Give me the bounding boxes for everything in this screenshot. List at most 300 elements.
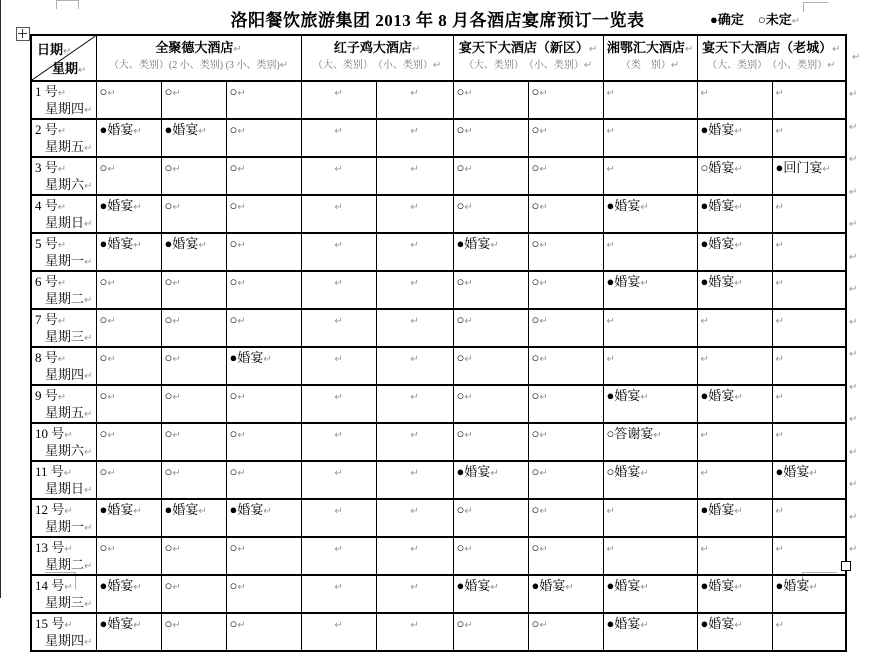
booking-cell[interactable] [376, 81, 453, 119]
booking-cell[interactable] [528, 423, 603, 461]
booking-cell[interactable] [772, 195, 846, 233]
paragraph-mark-icon: ↵ [464, 164, 473, 175]
paragraph-mark-icon: ↵ [539, 468, 548, 479]
booking-cell[interactable] [697, 81, 772, 119]
booking-status: ●婚宴 [456, 236, 491, 251]
paragraph-mark-icon: ↵ [464, 544, 473, 555]
booking-cell[interactable] [376, 119, 453, 157]
table-row [31, 233, 846, 271]
booking-cell[interactable] [453, 347, 528, 385]
booking-cell[interactable] [528, 195, 603, 233]
paragraph-mark-icon: ↵ [57, 202, 67, 213]
booking-cell[interactable] [161, 119, 226, 157]
booking-cell[interactable] [161, 195, 226, 233]
booking-cell[interactable] [301, 423, 376, 461]
booking-cell[interactable] [161, 613, 226, 651]
hotel-name: 全聚德大酒店↵ [155, 40, 242, 55]
paragraph-mark-icon: ↵ [198, 506, 207, 517]
booking-cell[interactable] [96, 309, 161, 347]
paragraph-mark-icon: ↵ [133, 240, 142, 251]
booking-cell[interactable] [528, 119, 603, 157]
hotel-header[interactable] [96, 35, 301, 81]
date-cell[interactable] [31, 81, 96, 119]
paragraph-mark-icon: ↵ [334, 544, 343, 555]
date-cell[interactable] [31, 537, 96, 575]
booking-cell[interactable] [603, 157, 697, 195]
booking-cell[interactable] [697, 119, 772, 157]
booking-status: ●婚宴 [164, 236, 199, 251]
booking-cell[interactable] [697, 309, 772, 347]
booking-cell[interactable] [96, 233, 161, 271]
date-cell[interactable] [31, 157, 96, 195]
booking-status: ○ [229, 84, 238, 99]
booking-cell[interactable] [697, 271, 772, 309]
booking-status: ●回门宴 [775, 160, 823, 175]
date-cell[interactable] [31, 499, 96, 537]
booking-cell[interactable] [772, 423, 846, 461]
booking-status: ○ [229, 426, 238, 441]
booking-cell[interactable] [453, 423, 528, 461]
booking-cell[interactable] [376, 537, 453, 575]
paragraph-mark-icon: ↵ [539, 544, 548, 555]
booking-cell[interactable] [453, 271, 528, 309]
booking-cell[interactable] [603, 537, 697, 575]
booking-cell[interactable] [453, 461, 528, 499]
end-of-row-mark-icon: ↵ [849, 284, 858, 295]
paragraph-mark-icon: ↵ [63, 46, 72, 57]
paragraph-mark-icon: ↵ [64, 506, 73, 517]
booking-cell[interactable] [528, 309, 603, 347]
paragraph-mark-icon: ↵ [775, 126, 784, 137]
booking-cell[interactable] [161, 233, 226, 271]
paragraph-mark-icon: ↵ [410, 126, 419, 137]
booking-status: ○ [456, 122, 465, 137]
booking-cell[interactable] [772, 613, 846, 651]
date-cell[interactable] [31, 385, 96, 423]
date-label: 3 号↵ [35, 160, 67, 175]
paragraph-mark-icon: ↵ [775, 240, 784, 251]
end-of-row-mark-icon: ↵ [849, 251, 858, 263]
table-row [31, 157, 846, 195]
booking-cell[interactable] [528, 575, 603, 613]
date-cell[interactable] [31, 119, 96, 157]
booking-cell[interactable] [301, 499, 376, 537]
booking-cell[interactable] [226, 309, 301, 347]
booking-cell[interactable] [603, 119, 697, 157]
booking-status: ○婚宴 [700, 160, 735, 175]
booking-cell[interactable] [453, 613, 528, 651]
booking-cell[interactable] [453, 309, 528, 347]
paragraph-mark-icon: ↵ [775, 506, 784, 517]
booking-status: ●婚宴 [531, 578, 566, 593]
booking-cell[interactable] [528, 537, 603, 575]
booking-status: ○ [456, 426, 465, 441]
booking-cell[interactable] [96, 423, 161, 461]
booking-cell[interactable] [603, 309, 697, 347]
booking-cell[interactable] [772, 157, 846, 195]
booking-cell[interactable] [161, 423, 226, 461]
paragraph-mark-icon: ↵ [172, 88, 181, 99]
paragraph-mark-icon: ↵ [334, 240, 343, 251]
paragraph-mark-icon: ↵ [107, 164, 116, 175]
paragraph-mark-icon: ↵ [684, 44, 694, 55]
booking-cell[interactable] [603, 423, 697, 461]
paragraph-mark-icon: ↵ [809, 468, 818, 479]
booking-cell[interactable] [301, 119, 376, 157]
booking-cell[interactable] [301, 309, 376, 347]
booking-status: ●婚宴 [606, 578, 641, 593]
booking-cell[interactable] [226, 575, 301, 613]
booking-cell[interactable] [697, 575, 772, 613]
date-cell[interactable] [31, 461, 96, 499]
booking-cell[interactable] [226, 195, 301, 233]
booking-cell[interactable] [453, 499, 528, 537]
booking-cell[interactable] [226, 461, 301, 499]
booking-status: ○ [229, 464, 238, 479]
booking-cell[interactable] [161, 537, 226, 575]
paragraph-mark-icon: ↵ [172, 620, 181, 631]
booking-cell[interactable] [161, 347, 226, 385]
date-cell[interactable] [31, 309, 96, 347]
booking-cell[interactable] [301, 81, 376, 119]
booking-status: ●婚宴 [456, 578, 491, 593]
booking-cell[interactable] [376, 195, 453, 233]
paragraph-mark-icon: ↵ [334, 316, 343, 327]
booking-cell[interactable] [226, 385, 301, 423]
booking-cell[interactable] [96, 385, 161, 423]
paragraph-mark-icon: ↵ [700, 88, 709, 99]
date-cell[interactable] [31, 347, 96, 385]
booking-cell[interactable] [453, 119, 528, 157]
date-label: 2 号↵ [35, 122, 67, 137]
paragraph-mark-icon: ↵ [64, 430, 73, 441]
booking-cell[interactable] [226, 157, 301, 195]
end-of-row-mark-icon: ↵ [849, 414, 858, 425]
date-cell[interactable] [31, 271, 96, 309]
booking-cell[interactable] [226, 271, 301, 309]
booking-status: ○ [456, 274, 465, 289]
booking-cell[interactable] [603, 195, 697, 233]
paragraph-mark-icon: ↵ [84, 485, 93, 496]
booking-cell[interactable] [301, 195, 376, 233]
hotel-header[interactable] [301, 35, 453, 81]
paragraph-mark-icon: ↵ [588, 44, 598, 55]
booking-cell[interactable] [96, 81, 161, 119]
booking-cell[interactable] [697, 157, 772, 195]
booking-status: ○答谢宴 [606, 426, 654, 441]
hotel-subcolumns-label: （大、类别） （小、类别）↵ [463, 60, 593, 71]
booking-cell[interactable] [772, 385, 846, 423]
paragraph-mark-icon: ↵ [237, 278, 246, 289]
pending-label: 未定 [765, 12, 792, 27]
table-row [31, 271, 846, 309]
booking-cell[interactable] [96, 195, 161, 233]
booking-cell[interactable] [697, 423, 772, 461]
booking-cell[interactable] [96, 119, 161, 157]
booking-cell[interactable] [376, 575, 453, 613]
booking-cell[interactable] [603, 613, 697, 651]
date-cell[interactable] [31, 613, 96, 651]
booking-cell[interactable] [301, 575, 376, 613]
booking-status: ●婚宴 [99, 616, 134, 631]
paragraph-mark-icon: ↵ [700, 354, 709, 365]
paragraph-mark-icon: ↵ [410, 468, 419, 479]
paragraph-mark-icon: ↵ [640, 620, 649, 631]
paragraph-mark-icon: ↵ [775, 354, 784, 365]
paragraph-mark-icon: ↵ [172, 430, 181, 441]
booking-cell[interactable] [603, 271, 697, 309]
paragraph-mark-icon: ↵ [84, 181, 93, 192]
booking-cell[interactable] [161, 271, 226, 309]
paragraph-mark-icon: ↵ [775, 278, 784, 289]
weekday-label: 星期五↵ [45, 405, 93, 420]
booking-cell[interactable] [528, 347, 603, 385]
paragraph-mark-icon: ↵ [640, 392, 649, 403]
table-row [31, 575, 846, 613]
paragraph-mark-icon: ↵ [237, 582, 246, 593]
booking-cell[interactable] [161, 575, 226, 613]
booking-cell[interactable] [772, 81, 846, 119]
booking-cell[interactable] [453, 157, 528, 195]
booking-cell[interactable] [453, 575, 528, 613]
booking-cell[interactable] [697, 537, 772, 575]
booking-status: ●婚宴 [606, 274, 641, 289]
paragraph-mark-icon: ↵ [107, 468, 116, 479]
booking-cell[interactable] [96, 271, 161, 309]
booking-cell[interactable] [453, 385, 528, 423]
paragraph-mark-icon: ↵ [172, 278, 181, 289]
end-of-row-mark-icon: ↵ [849, 316, 858, 328]
paragraph-mark-icon: ↵ [84, 523, 93, 534]
booking-cell[interactable] [772, 461, 846, 499]
booking-cell[interactable] [376, 157, 453, 195]
booking-status: ○ [164, 540, 173, 555]
booking-cell[interactable] [96, 499, 161, 537]
booking-cell[interactable] [376, 423, 453, 461]
paragraph-mark-icon: ↵ [734, 240, 743, 251]
date-cell[interactable] [31, 233, 96, 271]
paragraph-mark-icon: ↵ [606, 126, 615, 137]
paragraph-mark-icon: ↵ [490, 468, 499, 479]
paragraph-mark-icon: ↵ [57, 164, 67, 175]
booking-cell[interactable] [528, 613, 603, 651]
paragraph-mark-icon: ↵ [700, 544, 709, 555]
booking-cell[interactable] [603, 347, 697, 385]
booking-cell[interactable] [226, 423, 301, 461]
weekday-label: 星期日↵ [45, 481, 93, 496]
booking-cell[interactable] [453, 195, 528, 233]
booking-cell[interactable] [603, 81, 697, 119]
booking-cell[interactable] [301, 157, 376, 195]
booking-cell[interactable] [226, 499, 301, 537]
booking-cell[interactable] [161, 385, 226, 423]
paragraph-mark-icon: ↵ [64, 544, 73, 555]
paragraph-mark-icon: ↵ [57, 126, 67, 137]
paragraph-mark-icon: ↵ [107, 544, 116, 555]
hotel-header[interactable] [697, 35, 846, 81]
table-row [31, 461, 846, 499]
booking-status: ○ [229, 540, 238, 555]
paragraph-mark-icon: ↵ [583, 60, 593, 71]
booking-status: ●婚宴 [99, 122, 134, 137]
booking-cell[interactable] [376, 499, 453, 537]
booking-cell[interactable] [301, 461, 376, 499]
booking-cell[interactable] [697, 461, 772, 499]
booking-status: ○ [99, 160, 108, 175]
weekday-label: 星期二↵ [45, 557, 93, 572]
booking-cell[interactable] [697, 347, 772, 385]
booking-cell[interactable] [226, 347, 301, 385]
booking-cell[interactable] [301, 271, 376, 309]
booking-cell[interactable] [772, 271, 846, 309]
booking-cell[interactable] [528, 499, 603, 537]
booking-cell[interactable] [376, 347, 453, 385]
booking-cell[interactable] [161, 461, 226, 499]
booking-cell[interactable] [603, 575, 697, 613]
paragraph-mark-icon: ↵ [539, 354, 548, 365]
booking-status: ●婚宴 [700, 616, 735, 631]
booking-cell[interactable] [697, 499, 772, 537]
hotel-subcolumns-label: （大、类别） （小、类别）↵ [707, 60, 836, 71]
weekday-label: 星期四↵ [45, 367, 93, 382]
end-of-row-mark-icon: ↵ [849, 511, 858, 523]
booking-cell[interactable] [376, 385, 453, 423]
booking-status: ●婚宴 [99, 198, 134, 213]
booking-cell[interactable] [697, 385, 772, 423]
paragraph-mark-icon: ↵ [432, 60, 442, 71]
booking-cell[interactable] [453, 81, 528, 119]
document-title: 洛阳餐饮旅游集团 2013 年 8 月各酒店宴席预订一览表 [230, 11, 645, 30]
booking-cell[interactable] [96, 575, 161, 613]
date-cell[interactable] [31, 195, 96, 233]
booking-cell[interactable] [96, 537, 161, 575]
booking-cell[interactable] [161, 499, 226, 537]
paragraph-mark-icon: ↵ [606, 164, 615, 175]
booking-status: ●婚宴 [775, 464, 810, 479]
booking-cell[interactable] [376, 613, 453, 651]
paragraph-mark-icon: ↵ [410, 88, 419, 99]
booking-cell[interactable] [161, 157, 226, 195]
booking-cell[interactable] [603, 385, 697, 423]
booking-status: ○ [99, 388, 108, 403]
table-move-handle-icon[interactable] [16, 27, 30, 41]
booking-cell[interactable] [453, 233, 528, 271]
booking-cell[interactable] [528, 157, 603, 195]
booking-cell[interactable] [96, 157, 161, 195]
booking-cell[interactable] [697, 233, 772, 271]
table-row [31, 423, 846, 461]
booking-cell[interactable] [697, 613, 772, 651]
booking-cell[interactable] [528, 385, 603, 423]
paragraph-mark-icon: ↵ [237, 202, 246, 213]
paragraph-mark-icon: ↵ [464, 354, 473, 365]
booking-cell[interactable] [772, 537, 846, 575]
booking-cell[interactable] [528, 81, 603, 119]
booking-status: ○ [531, 502, 540, 517]
end-of-row-mark-icon: ↵ [849, 89, 858, 100]
window-left-edge [0, 0, 1, 598]
booking-cell[interactable] [772, 233, 846, 271]
booking-cell[interactable] [376, 309, 453, 347]
weekday-label: 星期二↵ [45, 291, 93, 306]
booking-cell[interactable] [96, 461, 161, 499]
booking-cell[interactable] [161, 81, 226, 119]
booking-status: ●婚宴 [700, 274, 735, 289]
paragraph-mark-icon: ↵ [410, 430, 419, 441]
booking-cell[interactable] [603, 233, 697, 271]
date-cell[interactable] [31, 423, 96, 461]
paragraph-mark-icon: ↵ [198, 240, 207, 251]
booking-status: ○ [456, 502, 465, 517]
booking-cell[interactable] [528, 233, 603, 271]
date-label: 5 号↵ [35, 236, 67, 251]
hotel-header[interactable] [603, 35, 697, 81]
booking-status: ●婚宴 [700, 388, 735, 403]
paragraph-mark-icon: ↵ [734, 126, 743, 137]
booking-cell[interactable] [528, 461, 603, 499]
date-label: 7 号↵ [35, 312, 67, 327]
paragraph-mark-icon: ↵ [237, 164, 246, 175]
booking-cell[interactable] [301, 537, 376, 575]
booking-cell[interactable] [226, 537, 301, 575]
booking-status: ○ [164, 312, 173, 327]
booking-cell[interactable] [161, 309, 226, 347]
booking-cell[interactable] [226, 81, 301, 119]
paragraph-mark-icon: ↵ [410, 202, 419, 213]
booking-cell[interactable] [772, 119, 846, 157]
booking-status: ○ [229, 236, 238, 251]
booking-cell[interactable] [376, 233, 453, 271]
booking-cell[interactable] [772, 347, 846, 385]
booking-cell[interactable] [301, 613, 376, 651]
end-of-row-mark-icon: ↵ [849, 349, 858, 360]
booking-status: ○ [531, 312, 540, 327]
paragraph-mark-icon: ↵ [107, 88, 116, 99]
booking-cell[interactable] [772, 575, 846, 613]
corner-header-date-weekday[interactable] [31, 35, 96, 81]
hotel-header[interactable] [453, 35, 603, 81]
table-resize-handle[interactable] [841, 561, 851, 571]
booking-cell[interactable] [772, 309, 846, 347]
booking-cell[interactable] [772, 499, 846, 537]
booking-cell[interactable] [603, 499, 697, 537]
booking-status: ○ [164, 160, 173, 175]
booking-cell[interactable] [226, 119, 301, 157]
booking-cell[interactable] [301, 233, 376, 271]
paragraph-mark-icon: ↵ [334, 430, 343, 441]
booking-cell[interactable] [96, 347, 161, 385]
booking-status: ○ [164, 426, 173, 441]
booking-cell[interactable] [603, 461, 697, 499]
booking-cell[interactable] [376, 461, 453, 499]
booking-cell[interactable] [376, 271, 453, 309]
booking-cell[interactable] [226, 613, 301, 651]
date-cell[interactable] [31, 575, 96, 613]
paragraph-mark-icon: ↵ [734, 392, 743, 403]
booking-cell[interactable] [96, 613, 161, 651]
booking-cell[interactable] [453, 537, 528, 575]
booking-cell[interactable] [301, 347, 376, 385]
booking-status: ○ [531, 198, 540, 213]
booking-status: ○ [164, 350, 173, 365]
booking-cell[interactable] [528, 271, 603, 309]
paragraph-mark-icon: ↵ [133, 582, 142, 593]
paragraph-mark-icon: ↵ [490, 582, 499, 593]
booking-cell[interactable] [301, 385, 376, 423]
booking-cell[interactable] [697, 195, 772, 233]
paragraph-mark-icon: ↵ [700, 430, 709, 441]
booking-cell[interactable] [226, 233, 301, 271]
